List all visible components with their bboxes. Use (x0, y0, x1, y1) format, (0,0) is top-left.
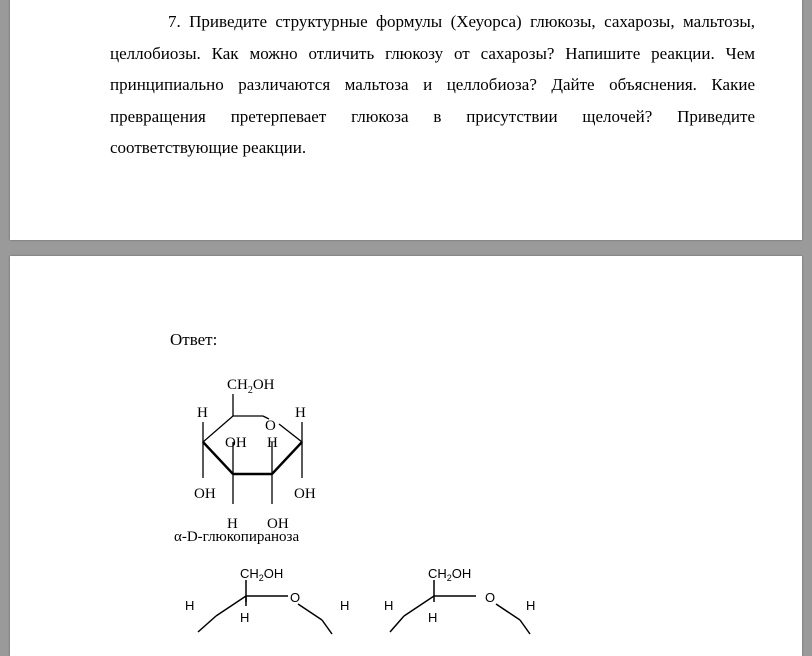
svg-text:CH2OH: $CH_2OH$ (240, 566, 284, 583)
ch2oh-label: CH (227, 377, 248, 393)
document-page-1 (10, 0, 802, 240)
formula-caption: α-D-глюкопираноза (174, 529, 300, 545)
ring-oxygen-label: O (485, 590, 496, 605)
oh-label: OH (194, 486, 216, 502)
answer-label: Ответ: (170, 330, 218, 349)
disaccharide-formula-right (372, 560, 572, 640)
h-label: H (267, 435, 278, 451)
glucopyranose-haworth-formula (175, 362, 335, 532)
h-label: H (384, 598, 394, 613)
oh-label: OH (225, 435, 247, 451)
ring-oxygen-label: O (265, 418, 276, 434)
oh-label: OH (267, 516, 289, 532)
h-label: H (526, 598, 536, 613)
h-label: H (197, 405, 208, 421)
disaccharide-formula-left (170, 560, 370, 640)
h-label: H (428, 610, 438, 625)
h-label: H (185, 598, 195, 613)
ring-oxygen-label: O (290, 590, 301, 605)
h-label: H (295, 405, 306, 421)
svg-text:CH2OH: $CH_2OH$ (428, 566, 472, 583)
question-text: 7. Приведите структурные формулы (Хеуорса) глюкозы, сахарозы, мальтозы, целлобиозы. Как можно отличить глюкозу от сахарозы? Напишите реакции. Чем принципиально различаются мальтоза и целлобиоза? Дайте объяснения. Какие превращения претерпевает глюкоза в присутствии щелочей? Приведите соответствующие реакции. (110, 12, 755, 157)
oh-label: OH (294, 486, 316, 502)
document-page-2 (10, 256, 802, 656)
h-label: H (227, 516, 238, 532)
h-label: H (340, 598, 350, 613)
h-label: H (240, 610, 250, 625)
svg-text:CH2OH: $CH_2OH$ (227, 377, 275, 396)
